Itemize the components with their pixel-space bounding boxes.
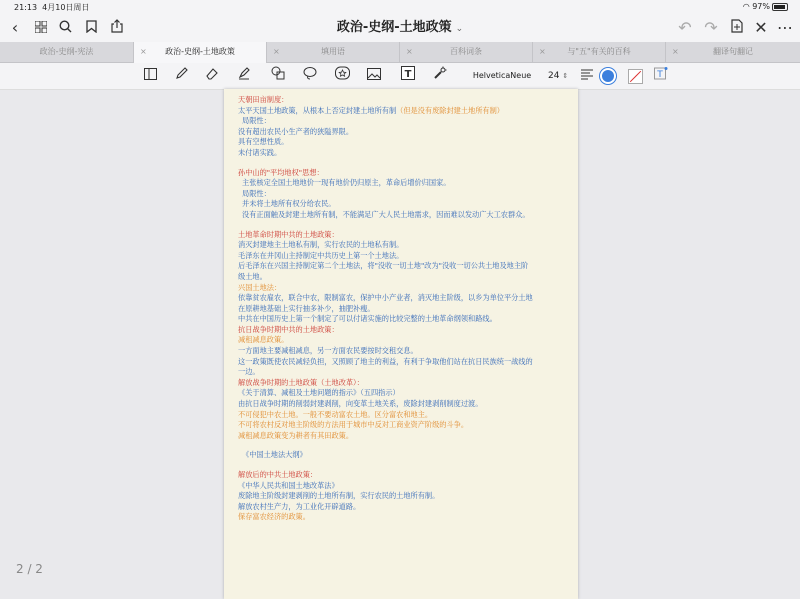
spacer — [238, 159, 572, 168]
line-text: 局限性： — [242, 116, 271, 126]
line-text: 保存富农经济的政策。 — [238, 512, 310, 522]
document-line — [238, 420, 572, 431]
text-tool-icon[interactable] — [398, 66, 418, 86]
wifi-icon: ◠ — [742, 2, 750, 11]
document-line — [238, 388, 572, 399]
section-heading — [238, 325, 572, 336]
tab-bar — [0, 42, 800, 63]
line-text: 依靠贫农雇农，联合中农，限制富农，保护中小产业者，消灭地主阶级，以乡为单位平分土地 — [238, 293, 533, 303]
line-text: 解放农村生产力，为工业化开辟道路。 — [238, 501, 361, 511]
laser-pointer-icon[interactable] — [430, 66, 450, 86]
line-text: 一边。 — [238, 367, 260, 377]
line-text: 没有正面触及封建土地所有制，不能满足广大人民土地需求，因而难以发动广大工农群众。 — [242, 209, 530, 219]
svg-text:T: T — [657, 70, 663, 80]
document-line — [238, 148, 572, 159]
sticker-icon[interactable] — [332, 66, 352, 86]
line-text: 废除地主阶级封建剥削的土地所有制，实行农民的土地所有制。 — [238, 491, 440, 501]
line-text: 减租减息政策。 — [238, 335, 289, 345]
document-line — [238, 304, 572, 315]
line-note: （但是没有废除封建土地所有制） — [396, 105, 504, 115]
line-text: 没有超出农民小生产者的狭隘界限。 — [238, 126, 354, 136]
no-fill-swatch[interactable] — [628, 69, 643, 84]
document-content — [238, 95, 572, 523]
document-line — [238, 314, 572, 325]
line-text: 抗日战争时期中共的土地政策： — [238, 324, 339, 334]
line-text: 减租减息政策变为耕者有其田政策。 — [238, 430, 354, 440]
section-heading — [238, 168, 572, 179]
document-line — [238, 512, 572, 523]
pen-icon[interactable] — [172, 66, 192, 86]
line-text: 《中国土地法大纲》 — [242, 450, 307, 460]
section-heading — [238, 230, 572, 241]
close-tab-icon[interactable]: × — [273, 47, 280, 56]
back-icon[interactable]: ‹ — [11, 18, 19, 37]
document-line — [238, 137, 572, 148]
section-heading — [238, 470, 572, 481]
line-text: 《关于清算、减租及土地问题的指示》（五四指示） — [238, 388, 400, 398]
line-text: 天朝田亩制度： — [238, 95, 289, 104]
line-text: 在原耕地基础上实行抽多补少，抽肥补瘦。 — [238, 303, 375, 313]
font-name-select[interactable]: HelveticaNeue — [472, 71, 532, 80]
document-line — [238, 491, 572, 502]
status-time-date: 21:13 4月10日周日 — [14, 3, 90, 12]
page-indicator: 2 / 2 — [16, 562, 43, 576]
document-line — [238, 251, 572, 262]
document-line — [238, 106, 572, 117]
tab-4[interactable]: × 百科词条 — [400, 42, 533, 62]
svg-text:T: T — [404, 69, 412, 80]
stepper-icon: ⇕ — [562, 72, 569, 80]
document-line — [238, 283, 572, 294]
document-line — [238, 210, 572, 221]
tab-3[interactable]: × 填用语 — [267, 42, 400, 62]
spacer — [238, 461, 572, 470]
close-tab-icon[interactable]: × — [406, 47, 413, 56]
tab-5[interactable]: × 与"五"有关的百科 — [533, 42, 666, 62]
document-line — [238, 189, 572, 200]
sidebar-toggle-icon[interactable] — [140, 66, 160, 86]
document-line — [238, 199, 572, 210]
lasso-icon[interactable] — [300, 66, 320, 86]
line-text: 消灭封建地主土地私有制，实行农民的土地私有制。 — [238, 240, 404, 250]
line-text: 不可侵犯中农土地。一般不要动富农土地。区分富农和地主。 — [238, 409, 433, 419]
document-line — [238, 127, 572, 138]
line-text: 一方面地主要减租减息，另一方面农民要按时交租交息。 — [238, 346, 418, 356]
document-line — [238, 116, 572, 127]
line-text: 这一政策既使农民减轻负担，又照顾了地主的利益，有利于争取他们站在抗日民族统一战线的 — [238, 356, 533, 366]
redo-icon[interactable]: ↷ — [704, 18, 718, 37]
close-tab-icon[interactable]: × — [140, 47, 147, 56]
document-line — [238, 431, 572, 442]
more-icon[interactable]: ⋯ — [777, 18, 793, 37]
document-line — [238, 293, 572, 304]
line-text: 级土地。 — [238, 271, 267, 281]
document-line — [238, 335, 572, 346]
document-line — [238, 367, 572, 378]
shapes-icon[interactable] — [268, 66, 288, 86]
eraser-icon[interactable] — [202, 66, 222, 86]
spacer — [238, 441, 572, 450]
document-line — [238, 502, 572, 513]
tools-toolbar — [0, 63, 800, 90]
spacer — [238, 221, 572, 230]
line-text: 中共在中国历史上第一个制定了可以付诸实施的比较完整的土地革命纲领和路线。 — [238, 314, 497, 324]
tab-6[interactable]: × 翻译句翻记 — [666, 42, 800, 62]
document-line — [238, 481, 572, 492]
tab-2-active[interactable]: × 政治-史纲-土地政策 — [134, 42, 267, 63]
line-text: 局限性： — [242, 188, 271, 198]
line-text: 后毛泽东在兴国主持制定第二个土地法，将"没收一切土地"改为"没收一切公共土地及地主阶 — [238, 261, 529, 271]
section-heading — [238, 378, 572, 389]
line-text: 孙中山的"平均地权"思想： — [238, 167, 324, 177]
line-text: 解放后的中共土地政策： — [238, 470, 318, 479]
image-icon[interactable] — [364, 66, 384, 86]
close-tab-icon[interactable]: × — [672, 47, 679, 56]
close-edit-icon[interactable]: ✕ — [754, 18, 768, 37]
line-text: 土地革命时期中共的土地政策： — [238, 229, 339, 239]
line-text: 解放战争时期的土地政策（土地改革）： — [238, 377, 364, 387]
align-icon[interactable] — [578, 66, 596, 86]
line-text: 毛泽东在井冈山主持制定中共历史上第一个土地法。 — [238, 250, 404, 260]
battery-icon — [772, 3, 788, 11]
line-text: 《中华人民共和国土地改革法》 — [238, 480, 339, 490]
highlighter-icon[interactable] — [234, 66, 254, 86]
document-line — [238, 399, 572, 410]
line-text: 由抗日战争时期的削弱封建剥削，向变革土地关系，废除封建剥削制度过渡。 — [238, 399, 483, 409]
section-heading — [238, 95, 572, 106]
document-title[interactable]: 政治-史纲-土地政策 ⌄ — [336, 20, 464, 35]
document-line — [238, 410, 572, 421]
line-text: 具有空想性质。 — [238, 137, 289, 147]
status-right — [743, 2, 788, 11]
document-line — [238, 272, 572, 283]
font-size-select[interactable]: 24 ⇕ — [548, 71, 569, 81]
document-line — [238, 240, 572, 251]
battery-percent: 97% — [752, 2, 770, 11]
undo-icon[interactable]: ↶ — [678, 18, 692, 37]
line-text: 兴国土地法： — [238, 282, 282, 292]
text-style-icon[interactable] — [652, 66, 670, 86]
line-text: 主张核定全国土地地价一现有地价仍归原主，革命后增价归国家。 — [242, 178, 451, 188]
document-page[interactable] — [224, 89, 578, 599]
color-swatch-blue[interactable] — [602, 70, 614, 82]
close-tab-icon[interactable]: × — [539, 47, 546, 56]
document-line — [238, 357, 572, 368]
document-line — [238, 261, 572, 272]
chevron-down-icon: ⌄ — [455, 24, 464, 34]
line-text: 不可将农村反对地主阶级的方法用于城市中反对工商业资产阶级的斗争。 — [238, 420, 469, 430]
document-line — [238, 450, 572, 461]
tab-1[interactable]: 政治-史纲-宪法 — [0, 42, 134, 62]
document-line — [238, 178, 572, 189]
line-text: 未付诸实践。 — [238, 147, 282, 157]
line-text: 并未将土地所有权分给农民。 — [242, 199, 336, 209]
line-text: 太平天国土地政策，从根本上否定封建土地所有制 — [238, 105, 397, 115]
document-line — [238, 346, 572, 357]
status-bar — [0, 0, 800, 14]
